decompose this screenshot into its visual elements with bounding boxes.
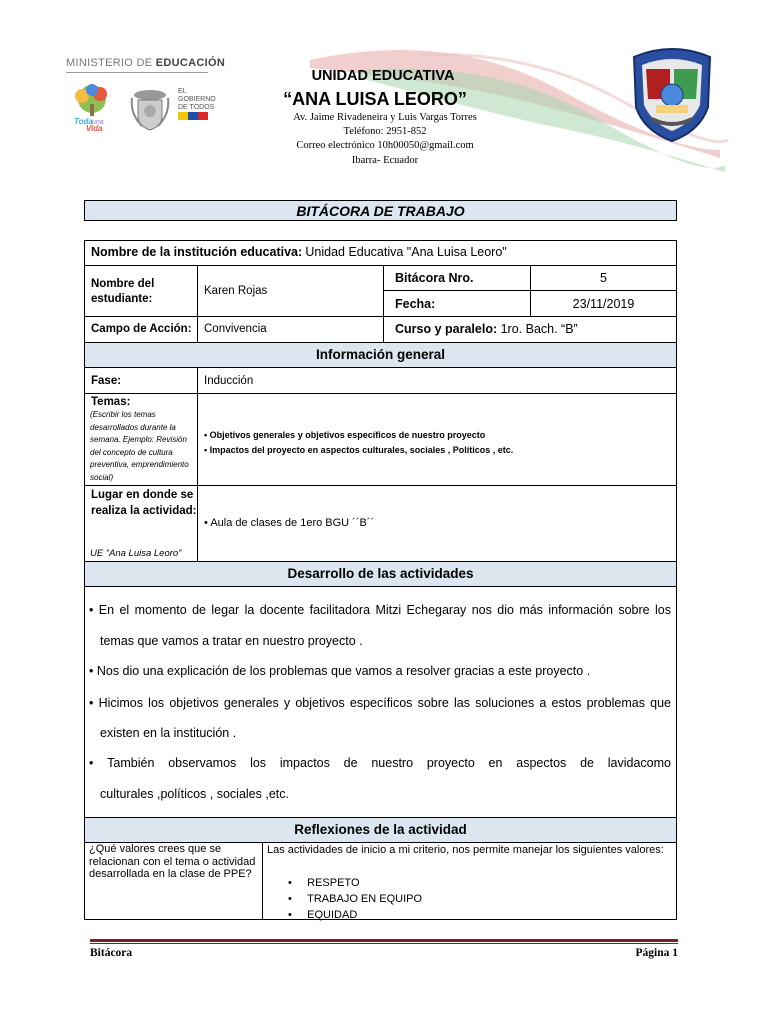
temas-label: Temas:	[91, 396, 131, 408]
curso-label: Curso y paralelo:	[395, 322, 498, 336]
school-name-line2: “ANA LUISA LEORO”	[283, 89, 467, 109]
activity-paragraph-1b: temas que vamos a tratar en nuestro proyecto .	[100, 634, 363, 648]
institucion-value: Unidad Educativa "Ana Luisa Leoro"	[305, 245, 507, 259]
school-address: Av. Jaime Rivadeneira y Luis Vargas Torres	[293, 112, 477, 123]
school-name-line1: UNIDAD EDUCATIVA	[311, 68, 455, 84]
value-item: • RESPETO	[288, 877, 360, 889]
temas-list	[204, 428, 674, 458]
lugar-hint: UE “Ana Luisa Leoro”	[90, 548, 182, 559]
activity-paragraph-2: • Nos dio una explicación de los problemas que vamos a resolver gracias a este proyecto .	[89, 664, 591, 678]
reflexiones-heading: Reflexiones de la actividad	[294, 822, 467, 837]
gobierno-logo-text: EL GOBIERNO DE TODOS	[178, 88, 218, 123]
footer-rule	[90, 939, 678, 942]
fase-value: Inducción	[204, 375, 254, 387]
estudiante-label: Nombre del estudiante:	[91, 278, 155, 305]
activity-paragraph-3a: • Hicimos los objetivos generales y objetivos específicos sobre las soluciones a estos problemas que	[89, 696, 671, 710]
school-phone: Teléfono: 2951-852	[343, 126, 427, 137]
school-crest-logo	[630, 47, 714, 143]
general-heading: Información general	[315, 347, 446, 362]
fecha-value: 23/11/2019	[572, 297, 635, 311]
campo-value: Convivencia	[204, 323, 267, 335]
gobierno-stripes-icon	[178, 112, 208, 120]
tree-logo-word: Toda	[74, 117, 93, 126]
institucion-label: Nombre de la institución educativa:	[91, 245, 303, 259]
activity-paragraph-3b: existen en la institución .	[100, 726, 237, 740]
estudiante-value: Karen Rojas	[204, 285, 268, 297]
value-item: • TRABAJO EN EQUIPO	[288, 893, 423, 905]
footer-left: Bitácora	[90, 947, 133, 959]
curso-row	[395, 322, 578, 336]
tema-item: • Impactos del proyecto en aspectos culturales, sociales , Políticos , etc.	[204, 445, 514, 455]
temas-hint: (Escribir los temas desarrollados durante la semana. Ejemplo: Revisión del concepto de cultura preventiva, emprendimiento social)	[90, 410, 189, 482]
institucion-row	[91, 245, 671, 259]
school-email: Correo electrónico 10h00050@gmail.com	[296, 140, 474, 151]
fecha-label: Fecha:	[395, 297, 436, 311]
bitacora-number-value: 5	[600, 271, 607, 285]
reflexion-answer-intro: Las actividades de inicio a mi criterio, nos permite manejar los siguientes valores:	[267, 844, 664, 856]
tema-item: • Objetivos generales y objetivos específicos de nuestro proyecto	[204, 430, 486, 440]
ecuador-coat-of-arms	[128, 86, 172, 132]
lugar-label: Lugar en donde se realiza la actividad:	[91, 489, 197, 517]
campo-label: Campo de Acción:	[91, 323, 192, 335]
reflexion-values-list	[288, 875, 422, 923]
activity-paragraph-1a: • En el momento de legar la docente facilitadora Mitzi Echegaray nos dio más información sobre los	[89, 603, 671, 617]
desarrollo-heading: Desarrollo de las actividades	[287, 566, 474, 581]
reflexion-question: ¿Qué valores crees que se relacionan con el tema o actividad desarrollada en la clase de PPE?	[89, 843, 256, 880]
toda-una-vida-logo	[66, 82, 118, 132]
value-item: • EQUIDAD	[288, 909, 358, 921]
bitacora-number-label: Bitácora Nro.	[395, 271, 474, 285]
footer-page-number: Página 1	[635, 947, 678, 959]
fase-label: Fase:	[91, 375, 122, 387]
school-city: Ibarra- Ecuador	[351, 155, 419, 166]
document-title: BITÁCORA DE TRABAJO	[84, 200, 677, 221]
tree-logo-word: una	[92, 119, 104, 126]
curso-value: 1ro. Bach. “B”	[500, 322, 578, 336]
ministry-logo-text: MINISTERIO DE EDUCACIÓN	[66, 57, 208, 73]
footer-rule-thin	[90, 943, 678, 944]
tree-logo-word: Vida	[86, 124, 103, 132]
activity-paragraph-4a: • También observamos los impactos de nuestro proyecto en aspectos de lavidacomo	[89, 756, 671, 770]
lugar-value: • Aula de clases de 1ero BGU ´´B´´	[204, 517, 375, 529]
activity-paragraph-4b: culturales ,políticos , sociales ,etc.	[100, 787, 289, 801]
